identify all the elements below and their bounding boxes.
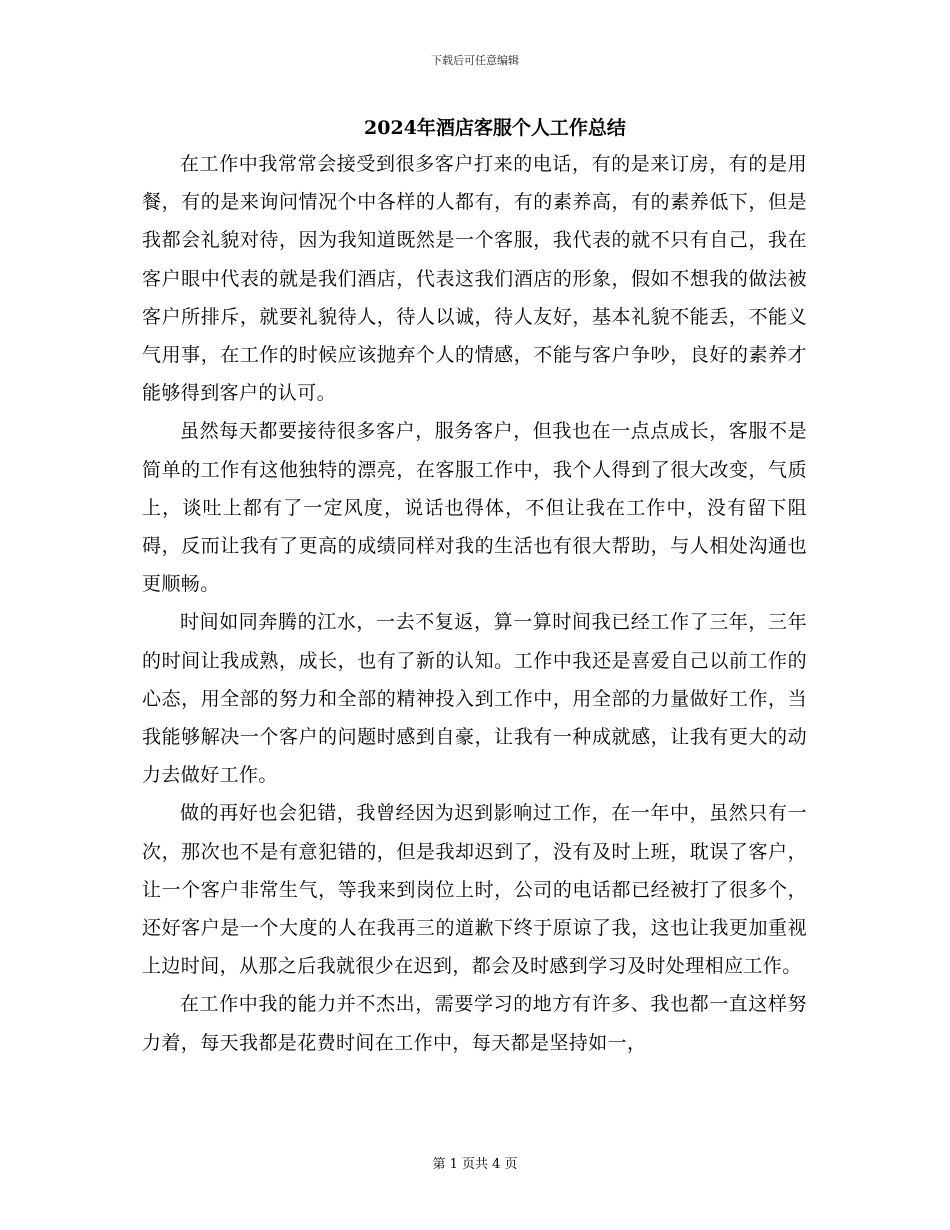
paragraph: 虽然每天都要接待很多客户，服务客户，但我也在一点点成长，客服不是简单的工作有这他独特的漂亮，在客服工作中，我个人得到了很大改变，气质上，谈吐上都有了一定风度，说话也得体，不但让我在工作中，没有留下阻碍，反而让我有了更高的成绩同样对我的生活也有很大帮助，与人相处沟通也更顺畅。 bbox=[142, 420, 807, 596]
page-number: 第 1 页共 4 页 bbox=[432, 1157, 518, 1172]
document-body bbox=[142, 145, 807, 1062]
page-header: 下载后可任意编辑 bbox=[431, 54, 519, 67]
paragraph: 时间如同奔腾的江水，一去不复返，算一算时间我已经工作了三年，三年的时间让我成熟，成长，也有了新的认知。工作中我还是喜爱自己以前工作的心态，用全部的努力和全部的精神投入到工作中，用全部的力量做好工作，当我能够解决一个客户的问题时感到自豪，让我有一种成就感，让我有更大的动力去做好工作。 bbox=[142, 611, 807, 787]
document-title: 2024年酒店客服个人工作总结 bbox=[364, 117, 626, 139]
paragraph: 做的再好也会犯错，我曾经因为迟到影响过工作，在一年中，虽然只有一次，那次也不是有意犯错的，但是我却迟到了，没有及时上班，耽误了客户，让一个客户非常生气，等我来到岗位上时，公司的电话都已经被打了很多个，还好客户是一个大度的人在我再三的道歉下终于原谅了我，这也让我更加重视上边时间，从那之后我就很少在迟到，都会及时感到学习及时处理相应工作。 bbox=[142, 802, 807, 978]
paragraph: 在工作中我的能力并不杰出，需要学习的地方有许多、我也都一直这样努力着，每天我都是花费时间在工作中，每天都是坚持如一， bbox=[142, 993, 807, 1054]
paragraph: 在工作中我常常会接受到很多客户打来的电话，有的是来订房，有的是用餐，有的是来询问情况个中各样的人都有，有的素养高，有的素养低下，但是我都会礼貌对待，因为我知道既然是一个客服，我代表的就不只有自己，我在客户眼中代表的就是我们酒店，代表这我们酒店的形象，假如不想我的做法被客户所排斥，就要礼貌待人，待人以诚，待人友好，基本礼貌不能丢，不能义气用事，在工作的时候应该抛弃个人的情感，不能与客户争吵，良好的素养才能够得到客户的认可。 bbox=[142, 153, 807, 405]
